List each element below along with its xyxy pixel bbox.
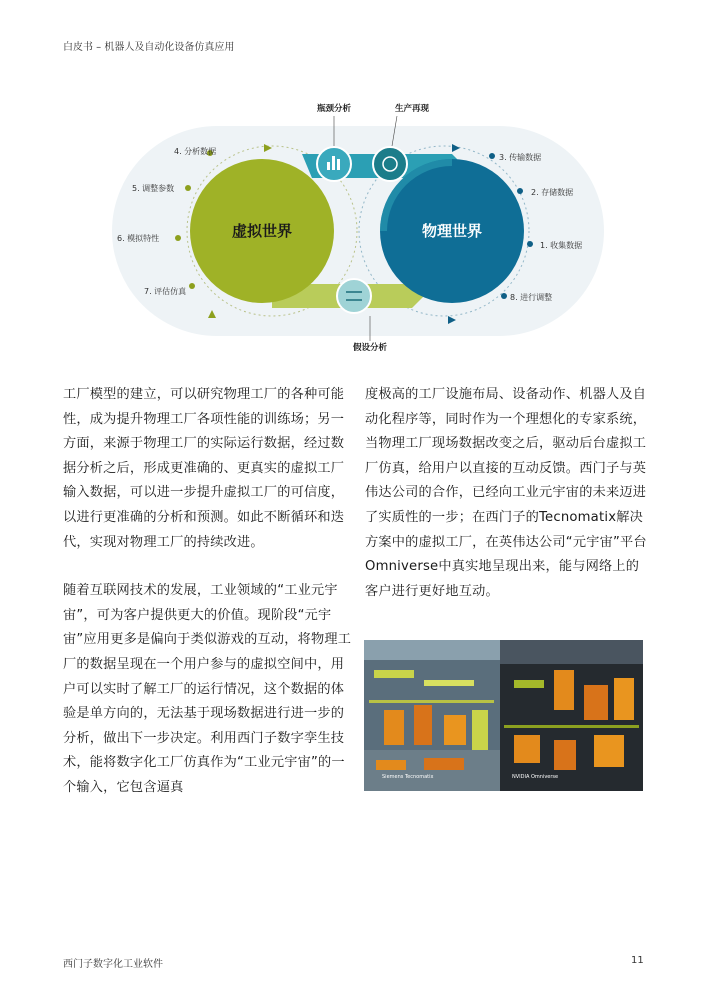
photo-caption-left: Siemens Tecnomatix [382, 774, 434, 780]
right-step-8: 8. 进行调整 [510, 293, 553, 302]
left-step-4: 4. 分析数据 [174, 147, 217, 156]
top-label-bottleneck: 瓶颈分析 [316, 104, 352, 114]
reproduction-icon [373, 147, 407, 181]
text-column-left [63, 383, 355, 801]
text-column-right [365, 383, 650, 604]
page-header: 白皮书 – 机器人及自动化设备仿真应用 [63, 42, 235, 53]
virtual-world-label: 虚拟世界 [231, 222, 293, 240]
left-step-7: 7. 评估仿真 [144, 287, 187, 296]
left-step-5: 5. 调整参数 [132, 184, 175, 193]
factory-simulation-image [364, 640, 643, 791]
paragraph: 工厂模型的建立，可以研究物理工厂的各种可能性，成为提升物理工厂各项性能的训练场；另一方面，来源于物理工厂的实际运行数据，经过数据分析之后，形成更准确的、更真实的虚拟工厂输入数据，可以进一步提升虚拟工厂的可信度，以进行更准确的分析和预测。如此不断循环和迭代，实现对物理工厂的持续改进。 [63, 387, 345, 550]
right-step-1: 1. 收集数据 [540, 241, 583, 250]
paragraph: 度极高的工厂设施布局、设备动作、机器人及自动化程序等，同时作为一个理想化的专家系统，当物理工厂现场数据改变之后，驱动后台虚拟工厂仿真，给用户以直接的互动反馈。西门子与英伟达公司的合作，已经向工业元宇宙的未来迈进了实质性的一步；在西门子的Tecnomatix解决方案中的虚拟工厂，在英伟达公司“元宇宙”平台Omniverse中真实地呈现出来，能与网络上的客户进行更好地互动。 [365, 387, 647, 599]
right-step-2: 2. 存储数据 [531, 188, 574, 197]
what-if-icon [337, 279, 371, 313]
paragraph: 随着互联网技术的发展，工业领域的“工业元宇宙”，可为客户提供更大的价值。现阶段“元宇宙”应用更多是偏向于类似游戏的互动，将物理工厂的数据呈现在一个用户参与的虚拟空间中，用户可以实时了解工厂的运行情况，这个数据的体验是单方向的，无法基于现场数据进行进一步的分析，做出下一步决定。利用西门子数字孪生技术，能将数字化工厂仿真作为“工业元宇宙”的一个输入，它包含逼真 [63, 583, 352, 795]
page-number: 11 [631, 955, 644, 966]
bottom-label-whatif: 假设分析 [352, 343, 388, 353]
photo-caption-right: NVIDIA Omniverse [512, 774, 559, 780]
footer-company: 西门子数字化工业软件 [63, 959, 163, 970]
left-step-6: 6. 模拟特性 [117, 234, 160, 243]
digital-twin-diagram [112, 96, 604, 356]
top-label-reproduction: 生产再现 [394, 104, 430, 114]
physical-world-label: 物理世界 [421, 222, 483, 240]
right-step-3: 3. 传输数据 [499, 153, 542, 162]
